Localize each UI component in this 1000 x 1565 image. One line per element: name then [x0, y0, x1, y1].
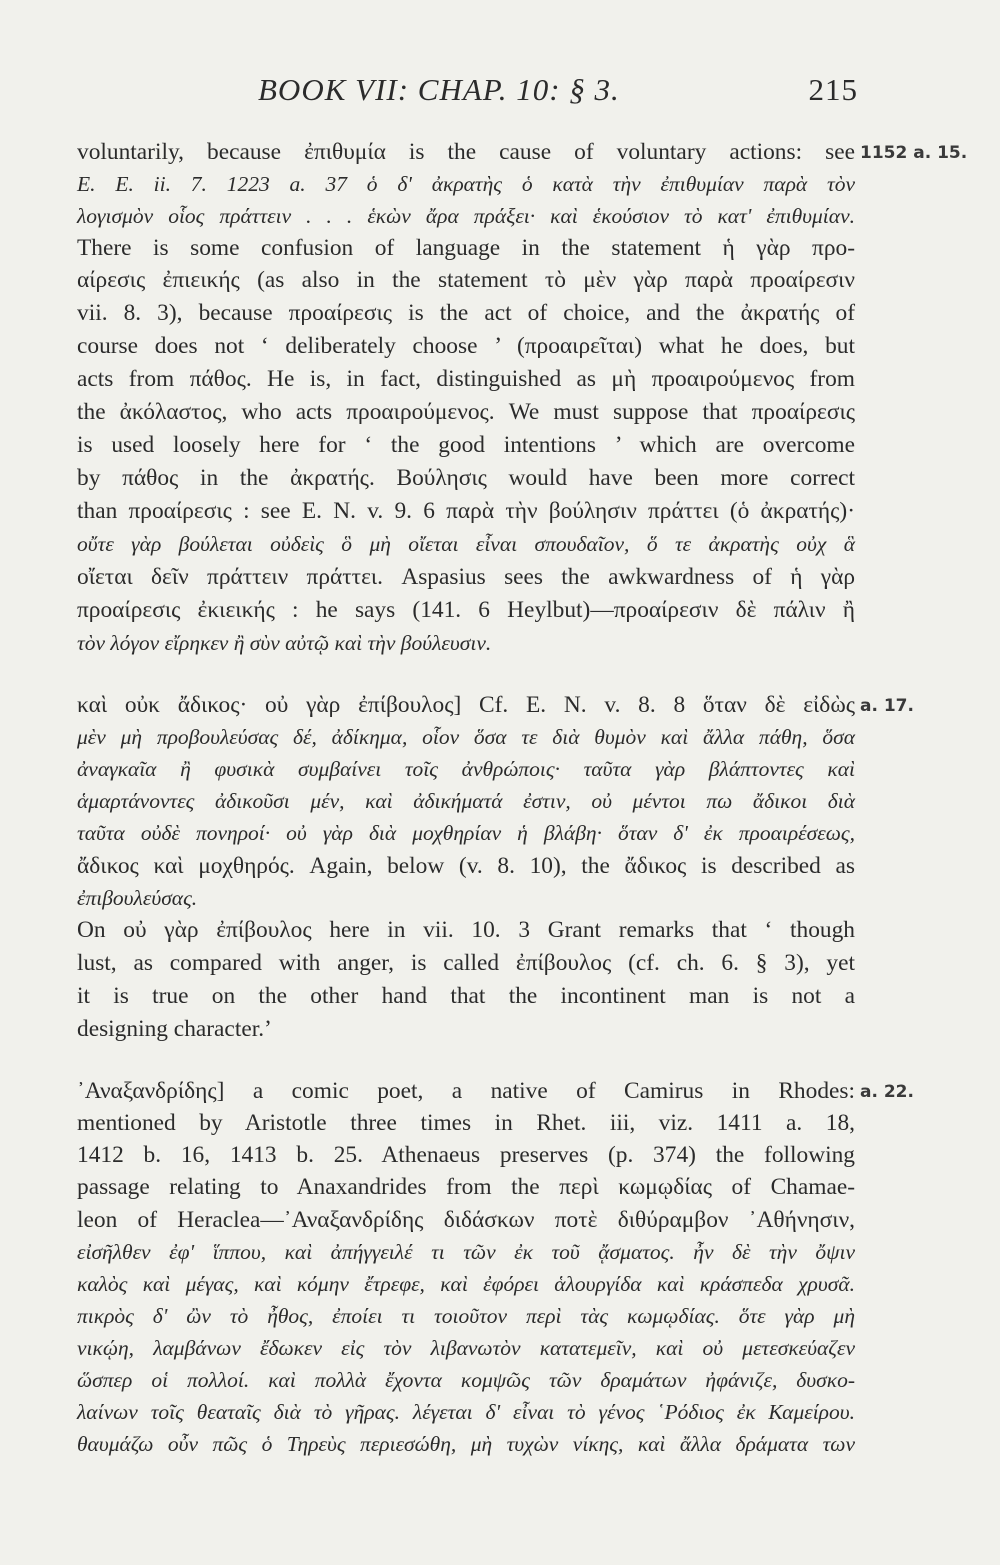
- text-line: 1412 b. 16, 1413 b. 25. Athenaeus preserves (p. 374) the following: [77, 1142, 855, 1168]
- text-line: ὥσπερ οἱ πολλοί. καὶ πολλὰ ἔχοντα κομψῶς τῶν δραμάτων ἠφάνιζε, δυσκο-: [77, 1368, 855, 1392]
- text-line: than προαίρεσις : see E. N. v. 9. 6 παρὰ τὴν βούλησιν πράττει (ὁ ἀκρατής)·: [77, 498, 855, 524]
- margin-reference: a. 17.: [860, 696, 914, 716]
- text-line: οὔτε γὰρ βούλεται οὐδεὶς ὃ μὴ οἴεται εἶναι σπουδαῖον, ὅ τε ἀκρατὴς οὐχ ἃ: [77, 532, 855, 556]
- margin-reference: 1152 a. 15.: [860, 143, 968, 163]
- text-line: οἴεται δεῖν πράττειν πράττει. Aspasius sees the awkwardness of ἡ γὰρ: [77, 564, 855, 590]
- text-line: τὸν λόγον εἴρηκεν ἢ σὺν αὐτῷ καὶ τὴν βούλευσιν.: [77, 631, 492, 655]
- text-line: καὶ οὐκ ἄδικος· οὐ γὰρ ἐπίβουλος] Cf. E. N. v. 8. 8 ὅταν δὲ εἰδὼς: [77, 692, 855, 718]
- text-line: it is true on the other hand that the incontinent man is not a: [77, 983, 855, 1009]
- text-line: mentioned by Aristotle three times in Rhet. iii, viz. 1411 a. 18,: [77, 1110, 855, 1136]
- page-header: [258, 72, 858, 116]
- text-line: by πάθος in the ἀκρατής. Βούλησις would have been more correct: [77, 465, 855, 491]
- text-line: On οὐ γὰρ ἐπίβουλος here in vii. 10. 3 Grant remarks that ‘ though: [77, 917, 855, 943]
- text-line: ἐπιβουλεύσας.: [77, 886, 198, 910]
- text-line: designing character.’: [77, 1016, 272, 1042]
- text-line: ταῦτα οὐδὲ πονηροί· οὐ γὰρ διὰ μοχθηρίαν ἡ βλάβη· ὅταν δ' ἐκ προαιρέσεως,: [77, 821, 855, 845]
- text-line: is used loosely here for ‘ the good intentions ’ which are overcome: [77, 432, 855, 458]
- text-line: ᾿Αναξανδρίδης] a comic poet, a native of Camirus in Rhodes:: [77, 1078, 855, 1104]
- text-line: εἰσῆλθεν ἐφ' ἵππου, καὶ ἀπήγγειλέ τι τῶν ἐκ τοῦ ᾄσματος. ἦν δὲ τὴν ὄψιν: [77, 1240, 855, 1264]
- text-line: θαυμάζω οὖν πῶς ὁ Τηρεὺς περιεσώθη, μὴ τυχὼν νίκης, καὶ ἄλλα δράματα των: [77, 1432, 855, 1456]
- text-line: leon of Heraclea—᾿Αναξανδρίδης διδάσκων ποτὲ διθύραμβον ᾿Αθήνησιν,: [77, 1207, 855, 1233]
- text-line: λαίνων τοῖς θεαταῖς διὰ τὸ γῆρας. λέγεται δ' εἶναι τὸ γένος ῾Ρόδιος ἐκ Καμείρου.: [77, 1400, 855, 1424]
- text-line: μὲν μὴ προβουλεύσας δέ, ἀδίκημα, οἷον ὅσα τε διὰ θυμὸν καὶ ἄλλα πάθη, ὅσα: [77, 725, 855, 749]
- text-line: ἄδικος καὶ μοχθηρός. Again, below (v. 8. 10), the ἄδικος is described as: [77, 853, 855, 879]
- text-line: the ἀκόλαστος, who acts προαιρούμενος. We must suppose that προαίρεσις: [77, 399, 855, 425]
- text-line: passage relating to Anaxandrides from the περὶ κωμῳδίας of Chamae-: [77, 1174, 855, 1200]
- text-line: acts from πάθος. He is, in fact, distinguished as μὴ προαιρούμενος from: [77, 366, 855, 392]
- text-line: πικρὸς δ' ὢν τὸ ἦθος, ἐποίει τι τοιοῦτον περὶ τὰς κωμῳδίας. ὅτε γὰρ μὴ: [77, 1304, 855, 1328]
- text-line: λογισμὸν οἷος πράττειν . . . ἑκὼν ἄρα πράξει· καὶ ἑκούσιον τὸ κατ' ἐπιθυμίαν.: [77, 204, 855, 228]
- text-line: αίρεσις ἐπιεικής (as also in the statement τὸ μὲν γὰρ παρὰ προαίρεσιν: [77, 267, 855, 293]
- text-line: E. E. ii. 7. 1223 a. 37 ὁ δ' ἀκρατὴς ὁ κατὰ τὴν ἐπιθυμίαν παρὰ τὸν: [77, 172, 855, 196]
- margin-reference: a. 22.: [860, 1082, 914, 1102]
- text-line: ἁμαρτάνοντες ἀδικοῦσι μέν, καὶ ἀδικήματά ἐστιν, οὐ μέντοι πω ἄδικοι διὰ: [77, 789, 855, 813]
- page-number: 215: [808, 72, 858, 107]
- running-head: BOOK VII: CHAP. 10: § 3.: [258, 72, 620, 107]
- text-line: vii. 8. 3), because προαίρεσις is the act of choice, and the ἀκρατής of: [77, 300, 855, 326]
- text-line: νικῴη, λαμβάνων ἔδωκεν εἰς τὸν λιβανωτὸν κατατεμεῖν, καὶ οὐ μετεσκεύαζεν: [77, 1336, 855, 1360]
- text-line: καλὸς καὶ μέγας, καὶ κόμην ἔτρεφε, καὶ ἐφόρει ἁλουργίδα καὶ κράσπεδα χρυσᾶ.: [77, 1272, 855, 1296]
- text-line: προαίρεσις ἐκιεικής : he says (141. 6 Heylbut)—προαίρεσιν δὲ πάλιν ἢ: [77, 597, 855, 623]
- text-line: There is some confusion of language in the statement ἡ γὰρ προ-: [77, 235, 855, 261]
- text-line: voluntarily, because ἐπιθυμία is the cause of voluntary actions: see: [77, 139, 855, 165]
- text-line: lust, as compared with anger, is called ἐπίβουλος (cf. ch. 6. § 3), yet: [77, 950, 855, 976]
- text-line: ἀναγκαῖα ἢ φυσικὰ συμβαίνει τοῖς ἀνθρώποις· ταῦτα γὰρ βλάπτοντες καὶ: [77, 757, 855, 781]
- text-line: course does not ‘ deliberately choose ’ (προαιρεῖται) what he does, but: [77, 333, 855, 359]
